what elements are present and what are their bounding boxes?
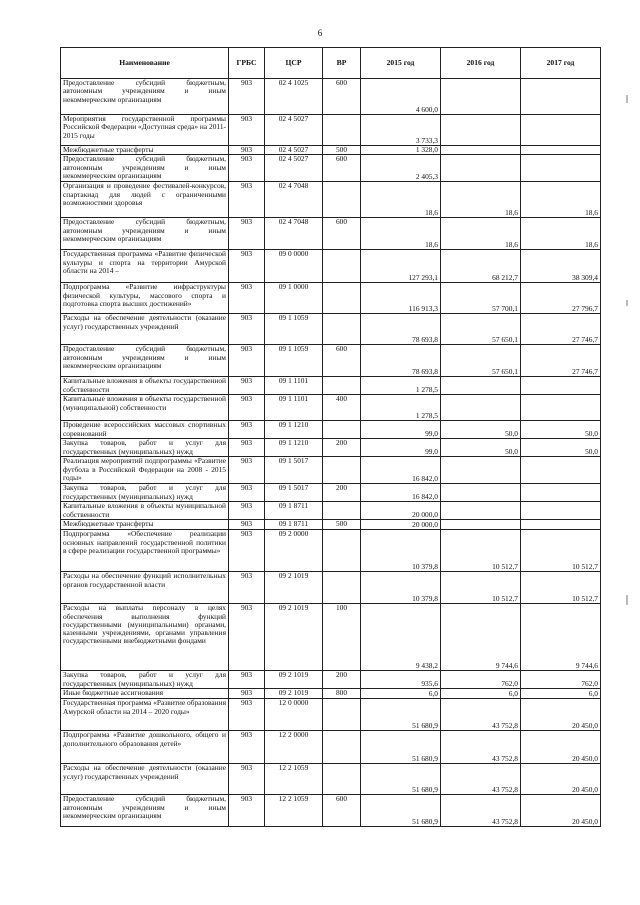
- row-grbs: 903: [229, 502, 265, 520]
- row-2016: 43 752,8: [441, 699, 521, 731]
- row-name: Предоставление субсидий бюджетным, автономным учреждениям и иным некоммерческим организациям: [61, 345, 229, 377]
- row-2016: 68 212,7: [441, 250, 521, 283]
- table-row: [61, 572, 601, 604]
- row-vr: [323, 421, 361, 439]
- row-grbs: 903: [229, 218, 265, 250]
- row-name: Предоставление субсидий бюджетным, автономным учреждениям и иным некоммерческим организациям: [61, 79, 229, 115]
- row-name: Реализация мероприятий подпрограммы «Развитие футбола в Российской Федерации на 2008 - 2015 годы»: [61, 457, 229, 484]
- row-name: Мероприятия государственной программы Российской Федерации «Доступная среда» на 2011-2015 годы: [61, 115, 229, 146]
- row-vr: 800: [323, 689, 361, 699]
- row-csr: 09 2 1019: [265, 689, 323, 699]
- row-vr: 200: [323, 484, 361, 502]
- row-csr: 09 1 1101: [265, 377, 323, 395]
- row-csr: 09 0 0000: [265, 250, 323, 283]
- row-name: Капитальные вложения в объекты государственной (муниципальной) собственности: [61, 395, 229, 421]
- table-row: [61, 671, 601, 689]
- row-vr: [323, 283, 361, 314]
- row-grbs: 903: [229, 484, 265, 502]
- row-2016: 57 650,1: [441, 314, 521, 345]
- row-csr: 09 2 1019: [265, 671, 323, 689]
- scan-artifact: [626, 300, 628, 306]
- row-2015: 51 680,9: [361, 699, 441, 731]
- table-row: [61, 484, 601, 502]
- row-2015: 20 000,0: [361, 502, 441, 520]
- row-2017: [521, 502, 601, 520]
- row-grbs: 903: [229, 314, 265, 345]
- row-vr: [323, 530, 361, 572]
- row-2016: 18,6: [441, 218, 521, 250]
- row-csr: 12 2 1059: [265, 795, 323, 827]
- row-vr: [323, 699, 361, 731]
- row-2016: 18,6: [441, 182, 521, 218]
- row-2017: 27 746,7: [521, 345, 601, 377]
- row-2016: 43 752,8: [441, 764, 521, 795]
- row-2016: 9 744,6: [441, 604, 521, 671]
- row-name: Предоставление субсидий бюджетным, автономным учреждениям и иным некоммерческим организациям: [61, 155, 229, 182]
- row-name: Предоставление субсидий бюджетным, автономным учреждениям и иным некоммерческим организациям: [61, 795, 229, 827]
- table-row: [61, 283, 601, 314]
- row-csr: 09 1 1059: [265, 314, 323, 345]
- header-vr: ВР: [323, 48, 361, 79]
- row-2017: 20 450,0: [521, 731, 601, 764]
- row-grbs: 903: [229, 421, 265, 439]
- row-2017: 9 744,6: [521, 604, 601, 671]
- table-row: [61, 79, 601, 115]
- row-2016: 762,0: [441, 671, 521, 689]
- row-2016: 10 512,7: [441, 530, 521, 572]
- row-vr: [323, 731, 361, 764]
- row-2016: [441, 395, 521, 421]
- row-vr: 600: [323, 795, 361, 827]
- row-name: Межбюджетные трансферты: [61, 520, 229, 530]
- row-name: Расходы на обеспечение деятельности (оказание услуг) государственных учреждений: [61, 764, 229, 795]
- row-2016: 57 650,1: [441, 345, 521, 377]
- row-grbs: 903: [229, 395, 265, 421]
- row-grbs: 903: [229, 283, 265, 314]
- row-2017: 27 746,7: [521, 314, 601, 345]
- row-csr: 09 1 1210: [265, 439, 323, 457]
- table-row: [61, 502, 601, 520]
- row-grbs: 903: [229, 795, 265, 827]
- row-2017: 20 450,0: [521, 699, 601, 731]
- scan-artifact: [626, 95, 628, 103]
- table-row: [61, 439, 601, 457]
- row-vr: [323, 502, 361, 520]
- row-vr: [323, 182, 361, 218]
- row-vr: 600: [323, 218, 361, 250]
- table-row: [61, 421, 601, 439]
- row-vr: 600: [323, 345, 361, 377]
- row-2017: [521, 155, 601, 182]
- row-name: Межбюджетные трансферты: [61, 146, 229, 155]
- row-grbs: 903: [229, 604, 265, 671]
- row-name: Капитальные вложения в объекты муниципальной собственности: [61, 502, 229, 520]
- row-name: Закупка товаров, работ и услуг для государственных (муниципальных) нужд: [61, 671, 229, 689]
- row-name: Предоставление субсидий бюджетным, автономным учреждениям и иным некоммерческим организациям: [61, 218, 229, 250]
- row-2017: [521, 146, 601, 155]
- table-row: [61, 795, 601, 827]
- row-vr: 200: [323, 671, 361, 689]
- row-grbs: 903: [229, 520, 265, 530]
- row-csr: 02 4 7048: [265, 182, 323, 218]
- row-name: Организация и проведение фестивалей-конкурсов, спартакиад для людей с ограниченными возможностями здоровья: [61, 182, 229, 218]
- row-vr: 600: [323, 79, 361, 115]
- table-header-row: [61, 48, 601, 79]
- table-row: [61, 604, 601, 671]
- table-row: [61, 250, 601, 283]
- row-2015: 127 293,1: [361, 250, 441, 283]
- row-vr: 500: [323, 146, 361, 155]
- row-vr: 600: [323, 155, 361, 182]
- row-vr: [323, 457, 361, 484]
- row-2015: 10 379,8: [361, 530, 441, 572]
- row-2015: 3 733,3: [361, 115, 441, 146]
- row-2017: 6,0: [521, 689, 601, 699]
- row-2015: 6,0: [361, 689, 441, 699]
- header-2015: 2015 год: [361, 48, 441, 79]
- row-grbs: 903: [229, 146, 265, 155]
- row-2017: [521, 457, 601, 484]
- row-2015: 78 693,8: [361, 345, 441, 377]
- table-row: [61, 345, 601, 377]
- row-2015: 20 000,0: [361, 520, 441, 530]
- header-2016: 2016 год: [441, 48, 521, 79]
- row-2015: 116 913,3: [361, 283, 441, 314]
- row-2016: 57 700,1: [441, 283, 521, 314]
- row-csr: 09 1 8711: [265, 520, 323, 530]
- row-2017: 27 796,7: [521, 283, 601, 314]
- row-grbs: 903: [229, 79, 265, 115]
- row-vr: 200: [323, 439, 361, 457]
- row-csr: 09 1 5017: [265, 484, 323, 502]
- table-row: [61, 530, 601, 572]
- row-name: Подпрограмма «Развитие дошкольного, общего и дополнительного образования детей»: [61, 731, 229, 764]
- row-csr: 09 2 1019: [265, 572, 323, 604]
- row-vr: 500: [323, 520, 361, 530]
- row-vr: [323, 115, 361, 146]
- row-2017: [521, 484, 601, 502]
- row-name: Государственная программа «Развитие физической культуры и спорта на территории Амурской области на 2014 –: [61, 250, 229, 283]
- header-name: Наименование: [61, 48, 229, 79]
- row-2015: 10 379,8: [361, 572, 441, 604]
- row-vr: [323, 377, 361, 395]
- row-2015: 1 328,0: [361, 146, 441, 155]
- row-name: Подпрограмма «Развитие инфраструктуры физической культуры, массового спорта и подготовка спорта высших достижений»: [61, 283, 229, 314]
- row-grbs: 903: [229, 439, 265, 457]
- row-2016: 6,0: [441, 689, 521, 699]
- row-grbs: 903: [229, 115, 265, 146]
- row-grbs: 903: [229, 689, 265, 699]
- row-grbs: 903: [229, 699, 265, 731]
- table-row: [61, 764, 601, 795]
- row-vr: [323, 572, 361, 604]
- row-2015: 9 438,2: [361, 604, 441, 671]
- row-csr: 09 1 0000: [265, 283, 323, 314]
- table-row: [61, 699, 601, 731]
- header-grbs: ГРБС: [229, 48, 265, 79]
- row-csr: 02 4 1025: [265, 79, 323, 115]
- row-name: Расходы на обеспечение функций исполнительных органов государственной власти: [61, 572, 229, 604]
- row-2015: 99,0: [361, 439, 441, 457]
- row-2015: 51 680,9: [361, 795, 441, 827]
- row-2015: 51 680,9: [361, 764, 441, 795]
- table-row: [61, 689, 601, 699]
- table-row: [61, 146, 601, 155]
- header-csr: ЦСР: [265, 48, 323, 79]
- row-grbs: 903: [229, 182, 265, 218]
- row-2017: [521, 79, 601, 115]
- row-2015: 935,6: [361, 671, 441, 689]
- row-grbs: 903: [229, 764, 265, 795]
- row-csr: 09 1 5017: [265, 457, 323, 484]
- row-2017: 38 309,4: [521, 250, 601, 283]
- row-2015: 16 842,0: [361, 457, 441, 484]
- row-2016: [441, 115, 521, 146]
- row-2015: 4 600,0: [361, 79, 441, 115]
- row-grbs: 903: [229, 530, 265, 572]
- row-2016: 43 752,8: [441, 731, 521, 764]
- table-body: [61, 79, 601, 827]
- row-grbs: 903: [229, 377, 265, 395]
- row-2015: 18,6: [361, 218, 441, 250]
- row-csr: 09 1 8711: [265, 502, 323, 520]
- row-vr: [323, 314, 361, 345]
- table-row: [61, 395, 601, 421]
- row-2016: 50,0: [441, 421, 521, 439]
- row-2015: 1 278,5: [361, 395, 441, 421]
- row-2016: [441, 155, 521, 182]
- row-2016: [441, 502, 521, 520]
- table-row: [61, 155, 601, 182]
- table-row: [61, 182, 601, 218]
- row-csr: 09 2 1019: [265, 604, 323, 671]
- row-vr: [323, 764, 361, 795]
- row-2017: [521, 115, 601, 146]
- row-csr: 09 1 1210: [265, 421, 323, 439]
- row-2015: 16 842,0: [361, 484, 441, 502]
- row-grbs: 903: [229, 457, 265, 484]
- row-2017: 20 450,0: [521, 764, 601, 795]
- row-2017: 50,0: [521, 421, 601, 439]
- row-name: Расходы на обеспечение деятельности (оказание услуг) государственных учреждений: [61, 314, 229, 345]
- row-grbs: 903: [229, 250, 265, 283]
- row-grbs: 903: [229, 731, 265, 764]
- table-row: [61, 731, 601, 764]
- row-2017: 20 450,0: [521, 795, 601, 827]
- row-csr: 09 1 1059: [265, 345, 323, 377]
- row-csr: 12 2 1059: [265, 764, 323, 795]
- row-vr: 400: [323, 395, 361, 421]
- row-name: Расходы на выплаты персоналу в целях обеспечения выполнения функций государственными (муниципальными) органами, казенными учреждениями, органами управления государственными внебюджетными фондами: [61, 604, 229, 671]
- row-2017: [521, 395, 601, 421]
- row-name: Закупка товаров, работ и услуг для государственных (муниципальных) нужд: [61, 439, 229, 457]
- row-2016: [441, 79, 521, 115]
- table-row: [61, 377, 601, 395]
- row-csr: 12 0 0000: [265, 699, 323, 731]
- row-csr: 02 4 5027: [265, 115, 323, 146]
- table-row: [61, 115, 601, 146]
- row-2017: 10 512,7: [521, 572, 601, 604]
- row-vr: 100: [323, 604, 361, 671]
- row-2017: [521, 377, 601, 395]
- row-2015: 99,0: [361, 421, 441, 439]
- row-2015: 2 405,3: [361, 155, 441, 182]
- row-2016: 50,0: [441, 439, 521, 457]
- row-csr: 09 1 1101: [265, 395, 323, 421]
- row-2017: 18,6: [521, 182, 601, 218]
- row-name: Подпрограмма «Обеспечение реализации основных направлений государственной политики в сфере реализации государственной программы»: [61, 530, 229, 572]
- row-2016: [441, 520, 521, 530]
- row-vr: [323, 250, 361, 283]
- row-2016: 10 512,7: [441, 572, 521, 604]
- row-2017: 18,6: [521, 218, 601, 250]
- row-2017: 762,0: [521, 671, 601, 689]
- row-name: Капитальные вложения в объекты государственной собственности: [61, 377, 229, 395]
- table-row: [61, 314, 601, 345]
- row-name: Проведение всероссийских массовых спортивных соревнований: [61, 421, 229, 439]
- row-csr: 02 4 5027: [265, 155, 323, 182]
- row-csr: 02 4 5027: [265, 146, 323, 155]
- row-csr: 09 2 0000: [265, 530, 323, 572]
- row-csr: 02 4 7048: [265, 218, 323, 250]
- row-2016: 43 752,8: [441, 795, 521, 827]
- row-name: Иные бюджетные ассигнования: [61, 689, 229, 699]
- header-2017: 2017 год: [521, 48, 601, 79]
- page-number: 6: [317, 28, 323, 38]
- row-grbs: 903: [229, 345, 265, 377]
- row-name: Закупка товаров, работ и услуг для государственных (муниципальных) нужд: [61, 484, 229, 502]
- row-2015: 1 278,5: [361, 377, 441, 395]
- budget-table: [60, 47, 601, 827]
- row-2016: [441, 377, 521, 395]
- table-row: [61, 218, 601, 250]
- row-grbs: 903: [229, 572, 265, 604]
- row-2016: [441, 484, 521, 502]
- row-2015: 78 693,8: [361, 314, 441, 345]
- row-2016: [441, 146, 521, 155]
- row-2017: [521, 520, 601, 530]
- row-2015: 18,6: [361, 182, 441, 218]
- row-2017: 10 512,7: [521, 530, 601, 572]
- row-2015: 51 680,9: [361, 731, 441, 764]
- table-row: [61, 520, 601, 530]
- row-grbs: 903: [229, 671, 265, 689]
- row-grbs: 903: [229, 155, 265, 182]
- table-row: [61, 457, 601, 484]
- row-2017: 50,0: [521, 439, 601, 457]
- scan-artifact: [626, 595, 628, 605]
- row-2016: [441, 457, 521, 484]
- row-name: Государственная программа «Развитие образования Амурской области на 2014 – 2020 годы»: [61, 699, 229, 731]
- row-csr: 12 2 0000: [265, 731, 323, 764]
